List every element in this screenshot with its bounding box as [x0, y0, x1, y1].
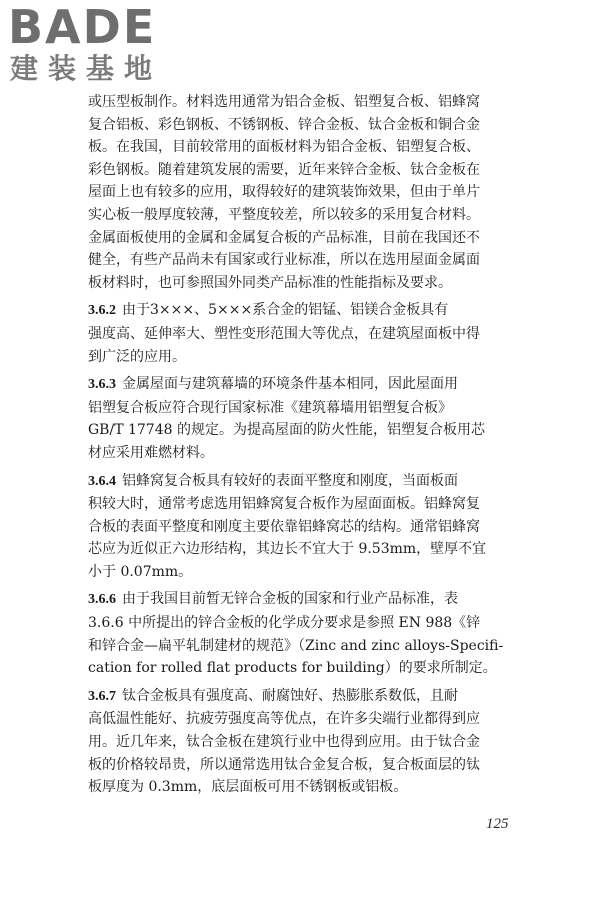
clause-number: 3.6.7	[88, 688, 116, 704]
text-line: 强度高、延伸率大、塑性变形范围大等优点，在建筑屋面板中得	[88, 325, 480, 342]
text-line: 铝塑复合板应符合现行国家标准《建筑幕墙用铝塑复合板》	[88, 399, 452, 416]
clause-number: 3.6.2	[88, 303, 116, 319]
text-line: 材应采用难燃材料。	[88, 444, 214, 461]
text-line: 板。在我国，目前较常用的面板材料为铝合金板、铝塑复合板、	[88, 139, 480, 156]
logo	[8, 2, 178, 90]
text-line: 铝蜂窝复合板具有较好的表面平整度和刚度，当面板面	[122, 472, 458, 489]
text-line: 板的价格较昂贵，所以通常选用钛合金复合板，复合板面层的钛	[88, 756, 480, 773]
text-line: 复合铝板、彩色钢板、不锈钢板、锌合金板、钛合金板和铜合金	[88, 116, 480, 133]
text-line: 板厚度为 0.3mm，底层面板可用不锈钢板或铝板。	[88, 779, 408, 796]
text-line: 钛合金板具有强度高、耐腐蚀好、热膨胀系数低，且耐	[122, 687, 458, 704]
text-line: 实心板一般厚度较薄，平整度较差，所以较多的采用复合材料。	[88, 206, 480, 223]
clause-3-6-7	[88, 685, 528, 799]
logo-wordmark: BADE	[8, 0, 157, 54]
clause-3-6-3	[88, 373, 528, 464]
text-line: GB/T 17748 的规定。为提高屋面的防火性能，铝塑复合板用芯	[88, 422, 485, 439]
text-line: 金属面板使用的金属和金属复合板的产品标准，目前在我国还不	[88, 229, 480, 246]
text-line: 用。近几年来，钛合金板在建筑行业中也得到应用。由于钛合金	[88, 734, 480, 751]
intro-paragraph	[88, 91, 528, 294]
page-number: 125	[486, 816, 509, 832]
text-line: cation for rolled flat products for building）的要求所制定。	[88, 660, 497, 677]
document-body	[88, 91, 528, 799]
text-line: 屋面上也有较多的应用，取得较好的建筑装饰效果，但由于单片	[88, 184, 480, 201]
clause-number: 3.6.6	[88, 592, 116, 608]
text-line: 彩色钢板。随着建筑发展的需要，近年来锌合金板、钛合金板在	[88, 161, 480, 178]
text-line: 健全，有些产品尚未有国家或行业标准，所以在选用屋面金属面	[88, 252, 480, 269]
clause-3-6-2	[88, 299, 528, 368]
clause-3-6-6	[88, 588, 528, 679]
text-line: 金属屋面与建筑幕墙的环境条件基本相同，因此屋面用	[122, 376, 458, 393]
text-line: 和锌合金—扁平轧制建材的规范》（Zinc and zinc alloys-Specifi-	[88, 637, 504, 654]
text-line: 合板的表面平整度和刚度主要依靠铝蜂窝芯的结构。通常铝蜂窝	[88, 518, 480, 535]
text-line: 3.6.6 中所提出的锌合金板的化学成分要求是参照 EN 988《锌	[88, 615, 481, 632]
text-line: 由于3×××、5×××系合金的铝锰、铝镁合金板具有	[122, 302, 449, 319]
text-line: 或压型板制作。材料选用通常为铝合金板、铝塑复合板、铝蜂窝	[88, 94, 480, 110]
logo-subtitle: 建装基地	[10, 52, 163, 85]
clause-number: 3.6.3	[88, 377, 116, 393]
text-line: 高低温性能好、抗疲劳强度高等优点，在许多尖端行业都得到应	[88, 711, 480, 728]
text-line: 由于我国目前暂无锌合金板的国家和行业产品标准，表	[122, 591, 458, 608]
text-line: 芯应为近似正六边形结构，其边长不宜大于 9.53mm，壁厚不宜	[88, 541, 487, 558]
text-line: 到广泛的应用。	[88, 348, 186, 365]
clause-number: 3.6.4	[88, 473, 116, 489]
clause-3-6-4	[88, 470, 528, 584]
text-line: 小于 0.07mm。	[88, 563, 193, 580]
text-line: 板材料时，也可参照国外同类产品标准的性能指标及要求。	[88, 274, 452, 291]
text-line: 积较大时，通常考虑选用铝蜂窝复合板作为屋面面板。铝蜂窝复	[88, 496, 480, 513]
